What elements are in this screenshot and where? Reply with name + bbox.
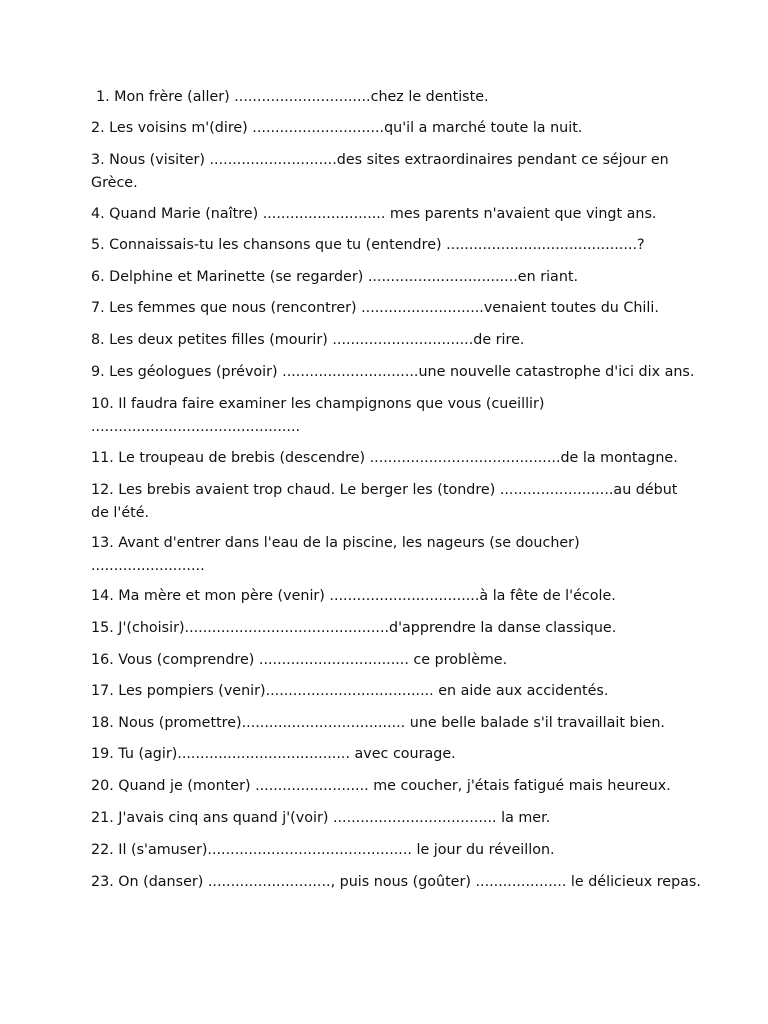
exercise-item-1: 1. Mon frère (aller) ..............................chez le dentiste. bbox=[96, 89, 489, 105]
exercise-item-10: 10. Il faudra faire examiner les champignons que vous (cueillir) .............................................. bbox=[91, 396, 545, 435]
exercise-item-15: 15. J'(choisir).............................................d'apprendre la danse classique. bbox=[91, 620, 617, 636]
exercise-item-16: 16. Vous (comprendre) ................................. ce problème. bbox=[91, 652, 508, 668]
exercise-item-20: 20. Quand je (monter) ......................... me coucher, j'étais fatigué mais heureux. bbox=[91, 778, 671, 794]
exercise-item-17: 17. Les pompiers (venir)..................................... en aide aux accidentés. bbox=[91, 683, 609, 699]
exercise-item-13: 13. Avant d'entrer dans l'eau de la piscine, les nageurs (se doucher) ......................... bbox=[91, 535, 580, 574]
exercise-item-5: 5. Connaissais-tu les chansons que tu (entendre) ..........................................? bbox=[91, 237, 645, 253]
exercise-item-7: 7. Les femmes que nous (rencontrer) ...........................venaient toutes du Chili. bbox=[91, 300, 659, 316]
exercise-item-22: 22. Il (s'amuser)............................................. le jour du réveillon. bbox=[91, 842, 555, 858]
exercise-item-2: 2. Les voisins m'(dire) .............................qu'il a marché toute la nuit. bbox=[91, 120, 583, 136]
exercise-item-18: 18. Nous (promettre).................................... une belle balade s'il travaillait bien. bbox=[91, 715, 665, 731]
exercise-item-11: 11. Le troupeau de brebis (descendre) ..........................................de la montagne. bbox=[91, 450, 678, 466]
exercise-item-23: 23. On (danser) ..........................., puis nous (goûter) .................... le délicieux repas. bbox=[91, 874, 701, 890]
exercise-item-19: 19. Tu (agir)...................................... avec courage. bbox=[91, 746, 456, 762]
exercise-item-12: 12. Les brebis avaient trop chaud. Le berger les (tondre) .........................au début de l'été. bbox=[91, 482, 678, 521]
exercise-item-6: 6. Delphine et Marinette (se regarder) .................................en riant. bbox=[91, 269, 579, 285]
exercise-item-21: 21. J'avais cinq ans quand j'(voir) .................................... la mer. bbox=[91, 810, 551, 826]
exercise-item-3: 3. Nous (visiter) ............................des sites extraordinaires pendant ce séjour en Grèce. bbox=[91, 152, 669, 191]
exercise-item-14: 14. Ma mère et mon père (venir) .................................à la fête de l'école. bbox=[91, 588, 616, 604]
exercise-item-8: 8. Les deux petites filles (mourir) ...............................de rire. bbox=[91, 332, 525, 348]
exercise-item-4: 4. Quand Marie (naître) ........................... mes parents n'avaient que vingt ans. bbox=[91, 206, 657, 222]
exercise-item-9: 9. Les géologues (prévoir) ..............................une nouvelle catastrophe d'ici dix ans. bbox=[91, 364, 695, 380]
